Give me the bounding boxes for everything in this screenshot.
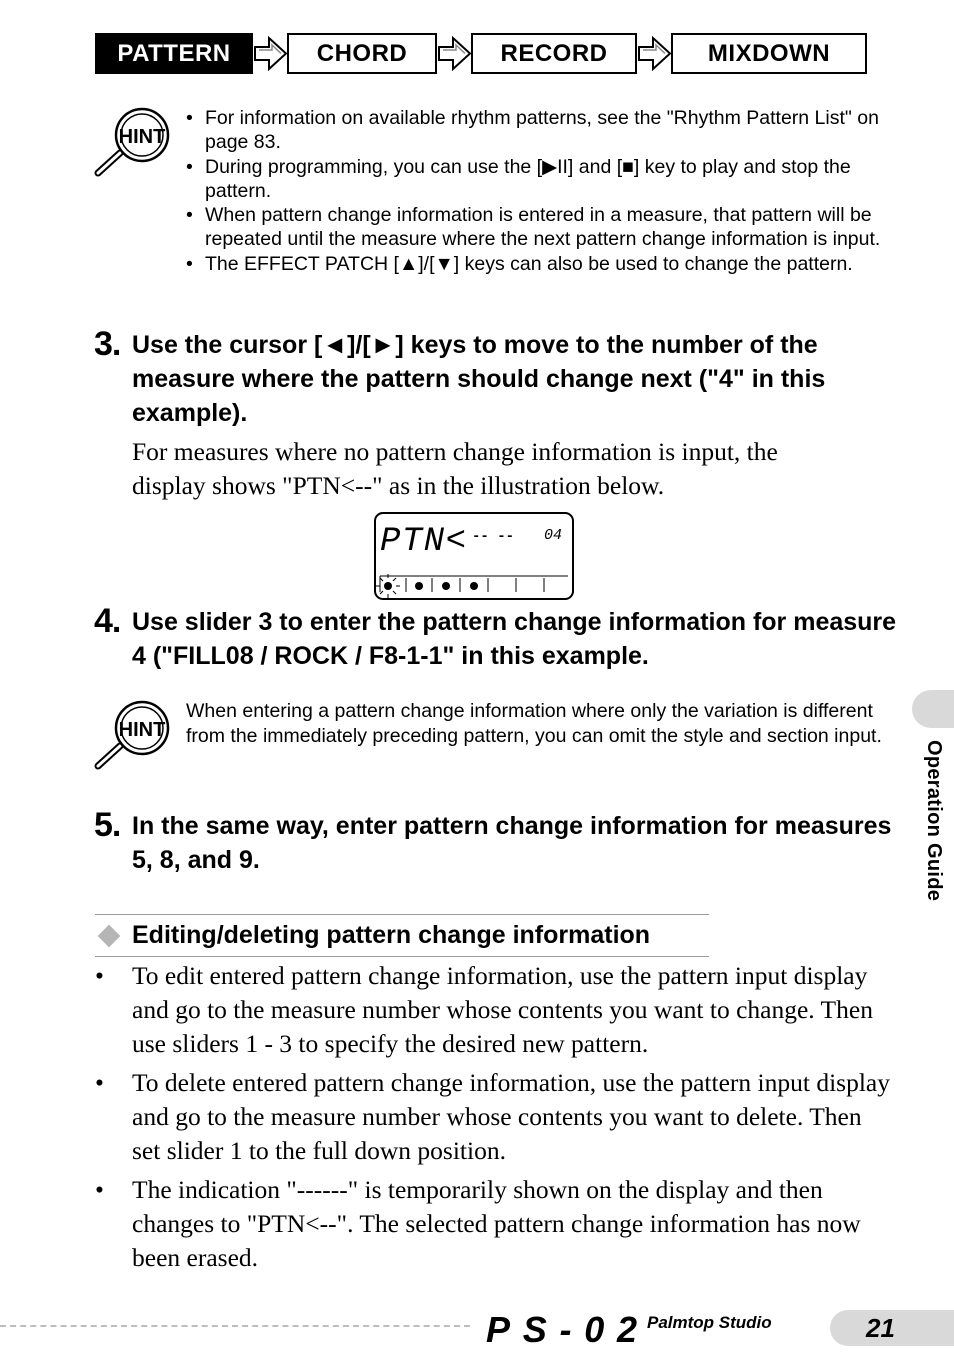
hint-magnifier-icon xyxy=(94,107,172,179)
hint-text: When entering a pattern change information where only the variation is different from the immediately preceding pattern, you can omit the style and section input. xyxy=(186,700,882,747)
section-title: Editing/deleting pattern change information xyxy=(132,921,651,949)
svg-text:-- --: -- -- xyxy=(472,529,515,545)
nav-arrow-icon xyxy=(253,35,289,72)
side-tab-label: Operation Guide xyxy=(923,740,945,902)
hint-magnifier-icon xyxy=(94,700,172,772)
footer-divider xyxy=(0,1325,470,1327)
bullet-item: • To edit entered pattern change information, use the pattern input display and go to the measure number whose contents you want to change. Then use sliders 1 - 3 to specify the desired new pattern. xyxy=(95,959,895,1061)
step-heading: Use slider 3 to enter the pattern change information for measure 4 ("FILL08 / ROCK / F8-1-1" in this example. xyxy=(132,608,897,670)
step-number: 5. xyxy=(94,806,121,844)
step-body: For measures where no pattern change information is input, the display shows "PTN<--" as in the illustration below. xyxy=(132,437,778,500)
nav-step-record[interactable]: RECORD xyxy=(471,33,637,74)
svg-text:PS-02: PS-02 xyxy=(486,1309,636,1347)
bullet-item: • To delete entered pattern change information, use the pattern input display and go to the measure number whose contents you want to delete. Then set slider 1 to the full down position. xyxy=(95,1066,895,1168)
section-heading xyxy=(95,914,709,957)
bullet-item: • The indication "------" is temporarily shown on the display and then changes to "PTN<--". The selected pattern change information has now been erased. xyxy=(95,1173,895,1275)
side-tab xyxy=(912,690,954,728)
svg-text:HINT: HINT xyxy=(118,719,166,741)
svg-text:PTN<: PTN< xyxy=(380,523,470,561)
nav-arrow-icon xyxy=(637,35,673,72)
diamond-icon xyxy=(98,924,121,947)
step-heading: Use the cursor [◄]/[►] keys to move to the number of the measure where the pattern should change next ("4" in this example). xyxy=(132,331,826,427)
nav-step-chord[interactable]: CHORD xyxy=(287,33,437,74)
step-heading: In the same way, enter pattern change information for measures 5, 8, and 9. xyxy=(132,812,892,874)
svg-text:HINT: HINT xyxy=(118,126,166,148)
nav-step-mixdown[interactable]: MIXDOWN xyxy=(671,33,867,74)
svg-text:04: 04 xyxy=(544,527,563,544)
hint-item: • When pattern change information is entered in a measure, that pattern will be repeated until the measure where the next pattern change information is input. xyxy=(186,203,906,252)
hint-item: • During programming, you can use the [▶II] and [■] key to play and stop the pattern. xyxy=(186,155,906,204)
step-number: 3. xyxy=(94,325,121,363)
nav-step-pattern[interactable]: PATTERN xyxy=(95,33,253,74)
hint-item: • For information on available rhythm patterns, see the "Rhythm Pattern List" on page 83. xyxy=(186,106,906,155)
footer-brand: Palmtop Studio xyxy=(647,1313,772,1332)
lcd-display xyxy=(374,512,574,600)
page-number: 21 xyxy=(866,1313,895,1343)
step-number: 4. xyxy=(94,602,121,640)
nav-arrow-icon xyxy=(437,35,473,72)
section-bullets xyxy=(95,959,895,1280)
ps02-logo xyxy=(484,1309,644,1347)
hint-item: • The EFFECT PATCH [▲]/[▼] keys can also be used to change the pattern. xyxy=(186,252,906,276)
hint-list xyxy=(186,106,906,276)
